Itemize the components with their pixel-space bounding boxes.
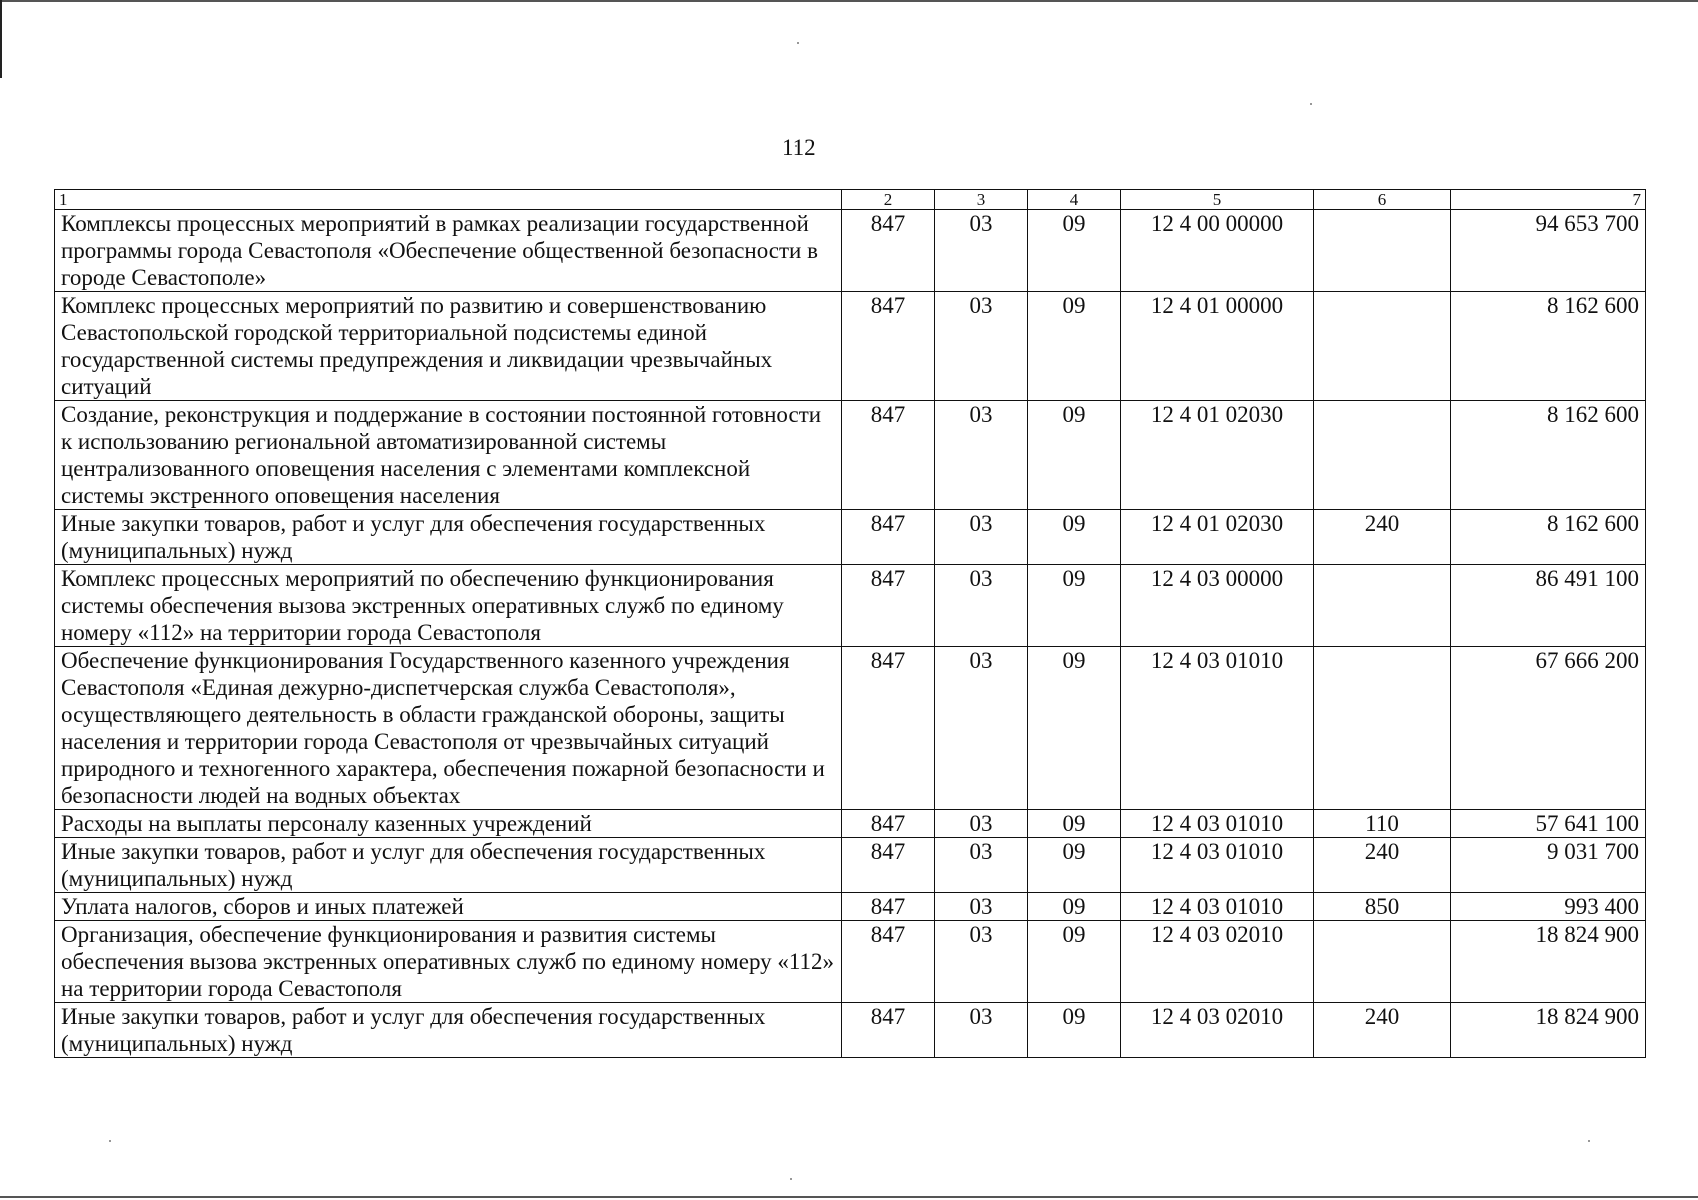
- table-row: [55, 401, 1646, 510]
- column-header-5: 5: [1121, 190, 1314, 210]
- expense-type-code: [1314, 210, 1451, 292]
- target-article-code: 12 4 01 02030: [1121, 510, 1314, 565]
- table-row: [55, 292, 1646, 401]
- expense-type-code: 850: [1314, 893, 1451, 921]
- column-header-1: 1: [55, 190, 842, 210]
- section-code: 03: [935, 401, 1028, 510]
- budget-table: [54, 189, 1646, 1058]
- expense-type-code: 240: [1314, 510, 1451, 565]
- ministry-code: 847: [842, 292, 935, 401]
- amount: 8 162 600: [1451, 510, 1646, 565]
- section-code: 03: [935, 921, 1028, 1003]
- section-code: 03: [935, 838, 1028, 893]
- column-header-6: 6: [1314, 190, 1451, 210]
- target-article-code: 12 4 03 02010: [1121, 921, 1314, 1003]
- amount: 18 824 900: [1451, 1003, 1646, 1058]
- subsection-code: 09: [1028, 810, 1121, 838]
- scan-speck: [1310, 103, 1312, 105]
- subsection-code: 09: [1028, 893, 1121, 921]
- page-number: 112: [782, 135, 816, 160]
- amount: 86 491 100: [1451, 565, 1646, 647]
- table-row: [55, 893, 1646, 921]
- amount: 18 824 900: [1451, 921, 1646, 1003]
- subsection-code: 09: [1028, 210, 1121, 292]
- table-row: [55, 1003, 1646, 1058]
- subsection-code: 09: [1028, 565, 1121, 647]
- table-row: [55, 647, 1646, 810]
- target-article-code: 12 4 01 00000: [1121, 292, 1314, 401]
- expense-type-code: [1314, 401, 1451, 510]
- subsection-code: 09: [1028, 647, 1121, 810]
- target-article-code: 12 4 03 01010: [1121, 838, 1314, 893]
- expense-type-code: [1314, 292, 1451, 401]
- scan-speck: [109, 1140, 111, 1142]
- ministry-code: 847: [842, 210, 935, 292]
- expense-type-code: 240: [1314, 838, 1451, 893]
- ministry-code: 847: [842, 510, 935, 565]
- ministry-code: 847: [842, 1003, 935, 1058]
- scan-speck: [790, 1178, 792, 1180]
- section-code: 03: [935, 1003, 1028, 1058]
- expense-name: Обеспечение функционирования Государственного казенного учреждения Севастополя «Единая дежурно-диспетчерская служба Севастополя», осуществляющего деятельность в области гражданской обороны, защиты населения и территории города Севастополя от чрезвычайных ситуаций природного и техногенного характера, обеспечения пожарной безопасности и безопасности людей на водных объектах: [55, 647, 842, 810]
- scan-edge-left: [0, 0, 2, 78]
- expense-type-code: 240: [1314, 1003, 1451, 1058]
- amount: 8 162 600: [1451, 292, 1646, 401]
- amount: 993 400: [1451, 893, 1646, 921]
- expense-type-code: 110: [1314, 810, 1451, 838]
- ministry-code: 847: [842, 401, 935, 510]
- expense-name: Организация, обеспечение функционирования и развития системы обеспечения вызова экстренных оперативных служб по единому номеру «112» на территории города Севастополя: [55, 921, 842, 1003]
- subsection-code: 09: [1028, 510, 1121, 565]
- expense-name: Уплата налогов, сборов и иных платежей: [55, 893, 842, 921]
- expense-name: Иные закупки товаров, работ и услуг для обеспечения государственных (муниципальных) нужд: [55, 1003, 842, 1058]
- table-row: [55, 810, 1646, 838]
- ministry-code: 847: [842, 838, 935, 893]
- section-code: 03: [935, 893, 1028, 921]
- scan-speck: [1588, 1140, 1590, 1142]
- scan-speck: [797, 42, 799, 44]
- ministry-code: 847: [842, 565, 935, 647]
- ministry-code: 847: [842, 921, 935, 1003]
- expense-name: Комплекс процессных мероприятий по обеспечению функционирования системы обеспечения вызова экстренных оперативных служб по единому номеру «112» на территории города Севастополя: [55, 565, 842, 647]
- target-article-code: 12 4 01 02030: [1121, 401, 1314, 510]
- scan-edge-bottom: [0, 1196, 1698, 1198]
- expense-name: Комплексы процессных мероприятий в рамках реализации государственной программы города Севастополя «Обеспечение общественной безопасности в городе Севастополе»: [55, 210, 842, 292]
- section-code: 03: [935, 292, 1028, 401]
- amount: 57 641 100: [1451, 810, 1646, 838]
- expense-name: Комплекс процессных мероприятий по развитию и совершенствованию Севастопольской городской территориальной подсистемы единой государственной системы предупреждения и ликвидации чрезвычайных ситуаций: [55, 292, 842, 401]
- column-header-7: 7: [1451, 190, 1646, 210]
- ministry-code: 847: [842, 647, 935, 810]
- target-article-code: 12 4 03 01010: [1121, 647, 1314, 810]
- section-code: 03: [935, 565, 1028, 647]
- expense-name: Иные закупки товаров, работ и услуг для обеспечения государственных (муниципальных) нужд: [55, 838, 842, 893]
- table-row: [55, 210, 1646, 292]
- expense-name: Расходы на выплаты персоналу казенных учреждений: [55, 810, 842, 838]
- amount: 8 162 600: [1451, 401, 1646, 510]
- table-row: [55, 510, 1646, 565]
- ministry-code: 847: [842, 810, 935, 838]
- table-row: [55, 565, 1646, 647]
- amount: 9 031 700: [1451, 838, 1646, 893]
- subsection-code: 09: [1028, 1003, 1121, 1058]
- subsection-code: 09: [1028, 401, 1121, 510]
- subsection-code: 09: [1028, 838, 1121, 893]
- amount: 94 653 700: [1451, 210, 1646, 292]
- column-header-2: 2: [842, 190, 935, 210]
- target-article-code: 12 4 00 00000: [1121, 210, 1314, 292]
- table-row: [55, 838, 1646, 893]
- target-article-code: 12 4 03 01010: [1121, 810, 1314, 838]
- expense-type-code: [1314, 647, 1451, 810]
- target-article-code: 12 4 03 01010: [1121, 893, 1314, 921]
- scan-edge-top: [0, 0, 1698, 2]
- ministry-code: 847: [842, 893, 935, 921]
- amount: 67 666 200: [1451, 647, 1646, 810]
- expense-name: Иные закупки товаров, работ и услуг для обеспечения государственных (муниципальных) нужд: [55, 510, 842, 565]
- table-row: [55, 921, 1646, 1003]
- section-code: 03: [935, 647, 1028, 810]
- column-header-3: 3: [935, 190, 1028, 210]
- expense-name: Создание, реконструкция и поддержание в состоянии постоянной готовности к использованию региональной автоматизированной системы централизованного оповещения населения с элементами комплексной системы экстренного оповещения населения: [55, 401, 842, 510]
- target-article-code: 12 4 03 02010: [1121, 1003, 1314, 1058]
- table-header-row: [55, 190, 1646, 210]
- expense-type-code: [1314, 565, 1451, 647]
- target-article-code: 12 4 03 00000: [1121, 565, 1314, 647]
- subsection-code: 09: [1028, 292, 1121, 401]
- section-code: 03: [935, 810, 1028, 838]
- section-code: 03: [935, 510, 1028, 565]
- section-code: 03: [935, 210, 1028, 292]
- column-header-4: 4: [1028, 190, 1121, 210]
- subsection-code: 09: [1028, 921, 1121, 1003]
- expense-type-code: [1314, 921, 1451, 1003]
